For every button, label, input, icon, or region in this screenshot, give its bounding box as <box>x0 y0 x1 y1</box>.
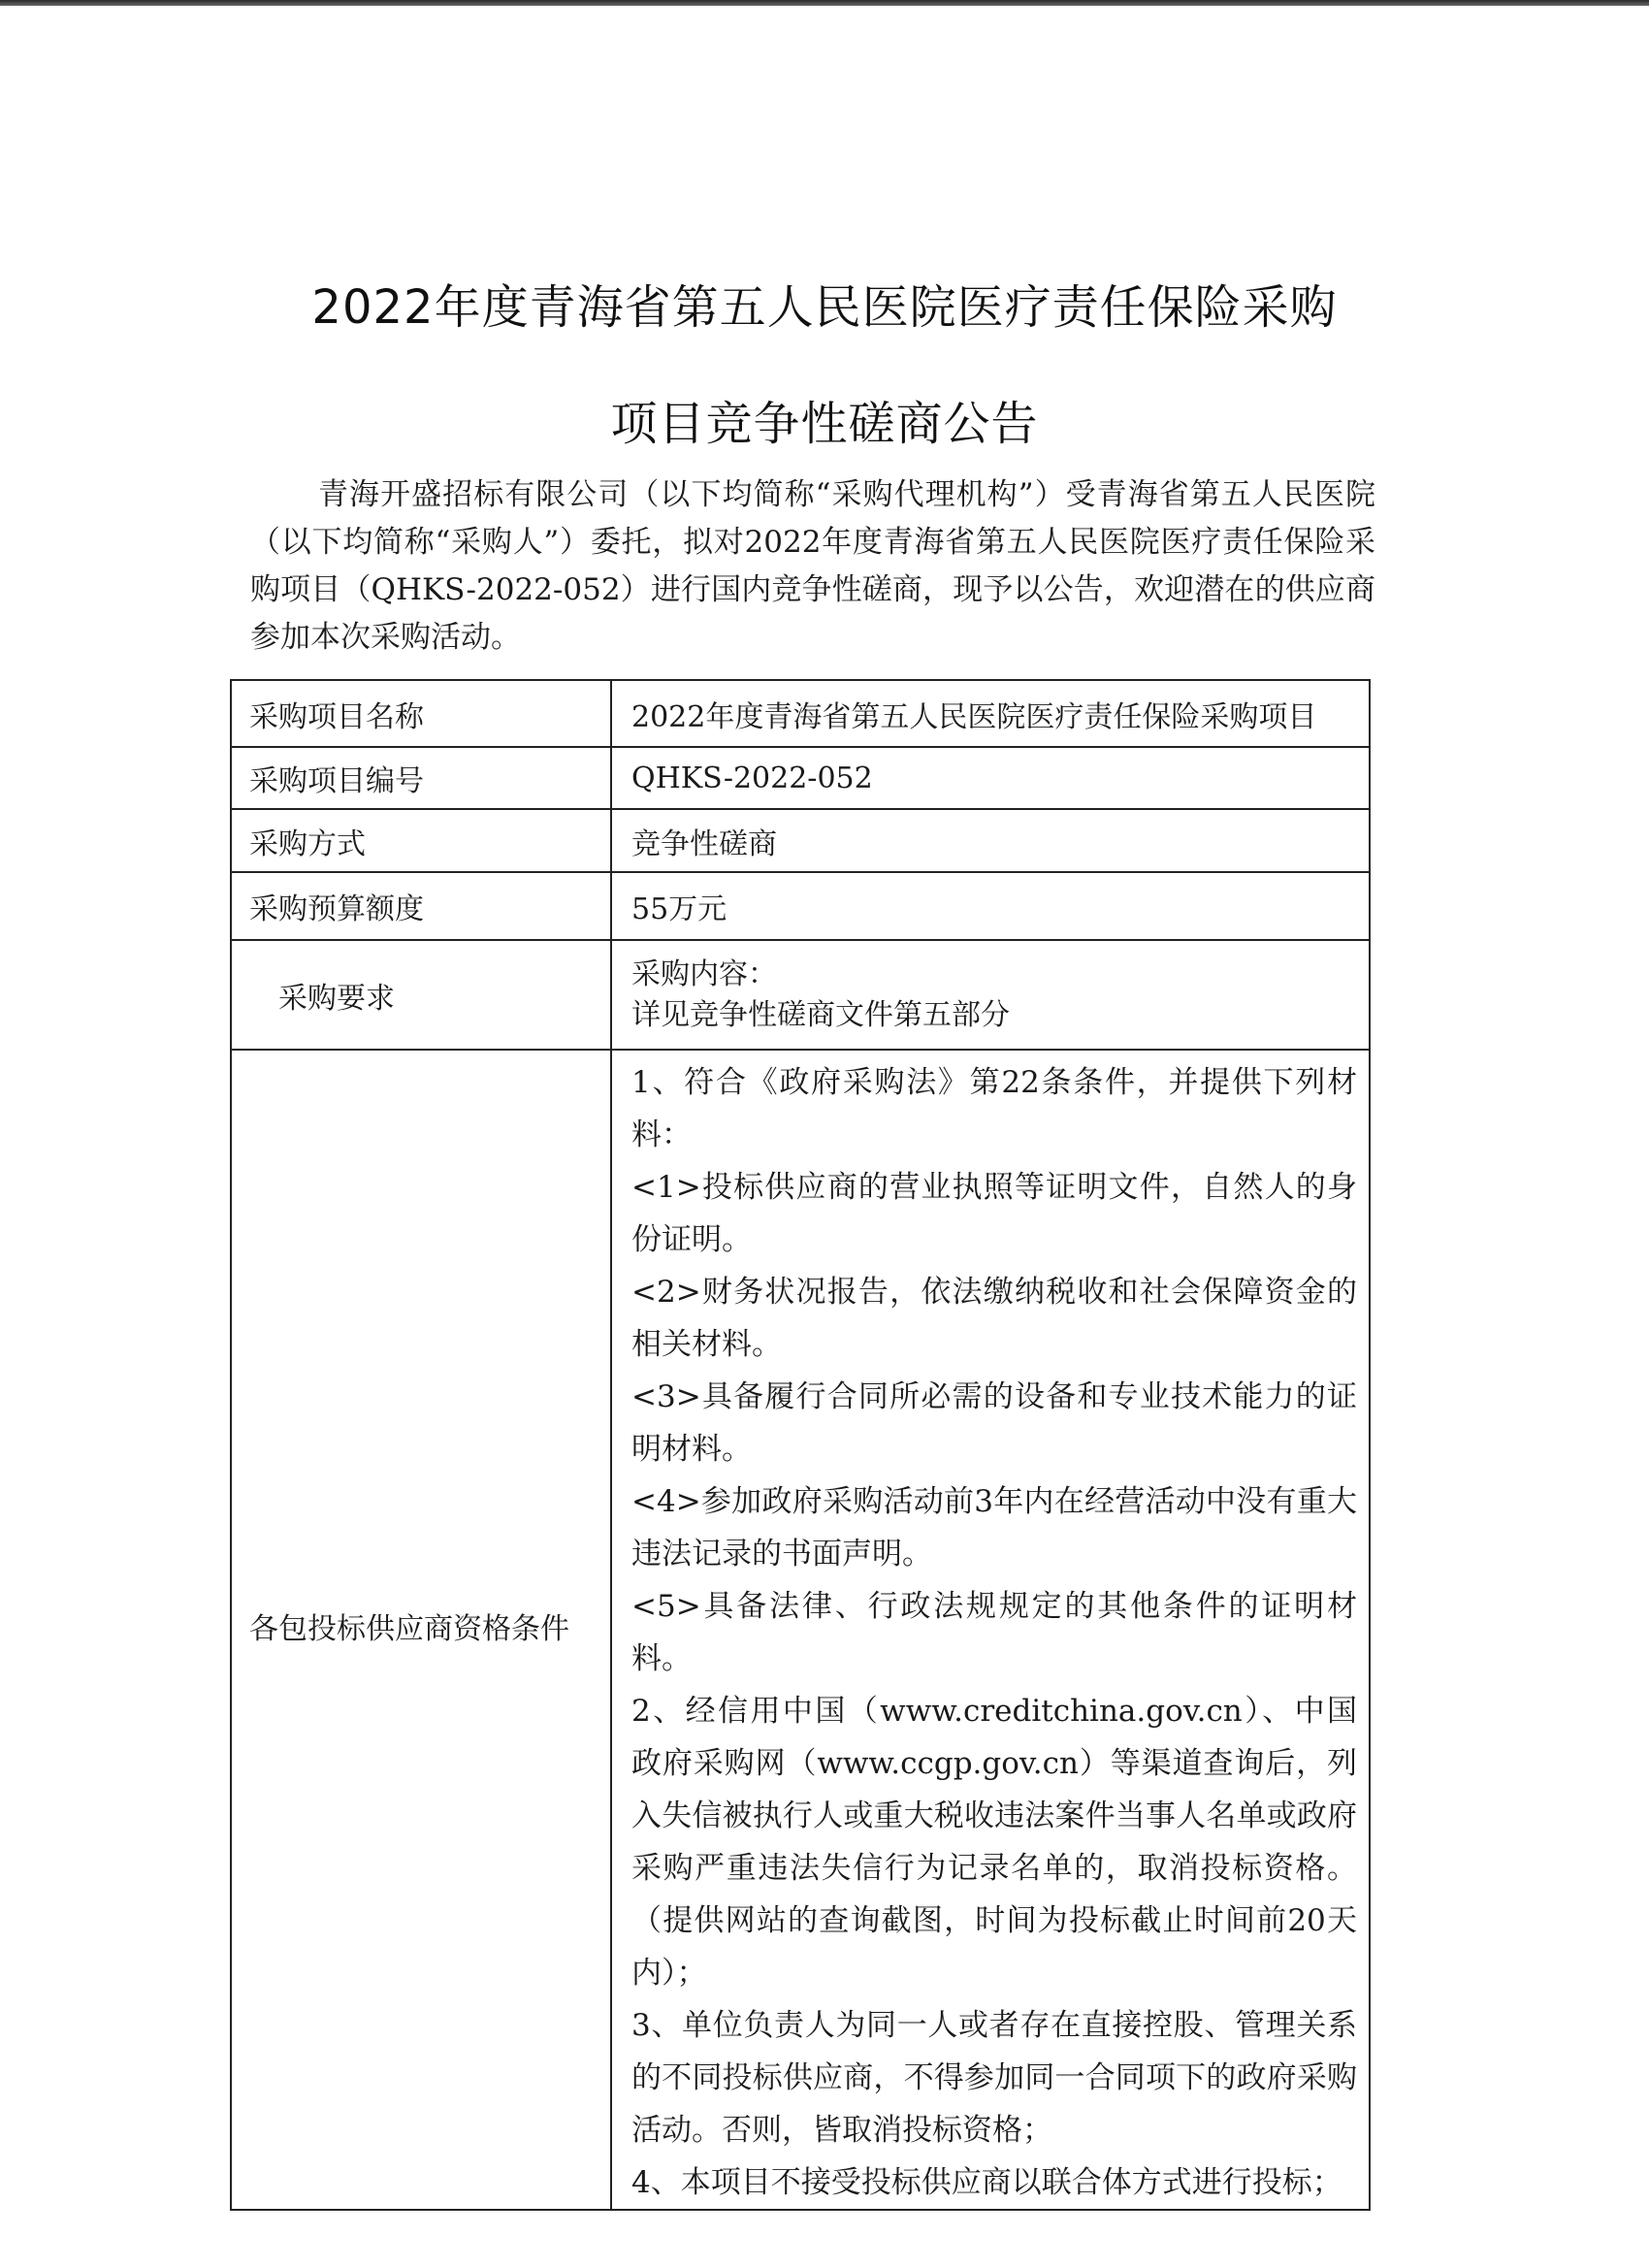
project-name-value: 2022年度青海省第五人民医院医疗责任保险采购项目 <box>611 680 1370 747</box>
table-row-budget <box>231 872 1370 940</box>
project-number-label: 采购项目编号 <box>231 747 611 809</box>
table-row-project-name <box>231 680 1370 747</box>
table-row-qualifications <box>231 1050 1370 2210</box>
qualification-item: 3、单位负责人为同一人或者存在直接控股、管理关系的不同投标供应商，不得参加同一合同项下的政府采购活动。否则，皆取消投标资格； <box>631 2008 1357 2148</box>
requirements-label: 采购要求 <box>231 940 611 1050</box>
qualification-item: 1、符合《政府采购法》第22条条件，并提供下列材料： <box>631 1065 1357 1152</box>
method-label: 采购方式 <box>231 809 611 872</box>
scan-edge <box>0 0 1649 6</box>
qualification-item: <4>参加政府采购活动前3年内在经营活动中没有重大违法记录的书面声明。 <box>631 1484 1357 1571</box>
project-number-value: QHKS-2022-052 <box>611 747 1370 809</box>
qualification-item: <3>具备履行合同所必需的设备和专业技术能力的证明材料。 <box>631 1379 1357 1467</box>
table-row-project-number <box>231 747 1370 809</box>
method-value: 竞争性磋商 <box>611 809 1370 872</box>
qualifications-label: 各包投标供应商资格条件 <box>231 1050 611 2210</box>
budget-value: 55万元 <box>611 872 1370 940</box>
qualification-item: <5>具备法律、行政法规规定的其他条件的证明材料。 <box>631 1589 1357 1676</box>
qualification-item: <2>财务状况报告，依法缴纳税收和社会保障资金的相关材料。 <box>631 1275 1357 1362</box>
qualifications-value <box>611 1050 1370 2210</box>
page-title: 2022年度青海省第五人民医院医疗责任保险采购 <box>311 280 1338 335</box>
project-name-label: 采购项目名称 <box>231 680 611 747</box>
requirements-line-2: 详见竞争性磋商文件第五部分 <box>631 997 1010 1032</box>
requirements-line-1: 采购内容： <box>631 956 777 991</box>
page-subtitle: 项目竞争性磋商公告 <box>610 397 1039 451</box>
qualification-item: <1>投标供应商的营业执照等证明文件，自然人的身份证明。 <box>631 1170 1357 1257</box>
requirements-value <box>611 940 1370 1050</box>
table-row-requirements <box>231 940 1370 1050</box>
qualification-item: 2、经信用中国（www.creditchina.gov.cn）、中国政府采购网（www.ccgp.gov.cn）等渠道查询后，列入失信被执行人或重大税收违法案件当事人名单或政府采购严重违法失信行为记录名单的，取消投标资格。（提供网站的查询截图，时间为投标截止时间前20天内）； <box>631 1694 1357 1991</box>
procurement-info-table <box>230 679 1371 2211</box>
qualification-item: 4、本项目不接受投标供应商以联合体方式进行投标； <box>631 2165 1342 2200</box>
intro-paragraph: 青海开盛招标有限公司（以下均简称“采购代理机构”）受青海省第五人民医院（以下均简称“采购人”）委托，拟对2022年度青海省第五人民医院医疗责任保险采购项目（QHKS-2022-052）进行国内竞争性磋商，现予以公告，欢迎潜在的供应商参加本次采购活动。 <box>250 477 1375 655</box>
table-row-method <box>231 809 1370 872</box>
budget-label: 采购预算额度 <box>231 872 611 940</box>
